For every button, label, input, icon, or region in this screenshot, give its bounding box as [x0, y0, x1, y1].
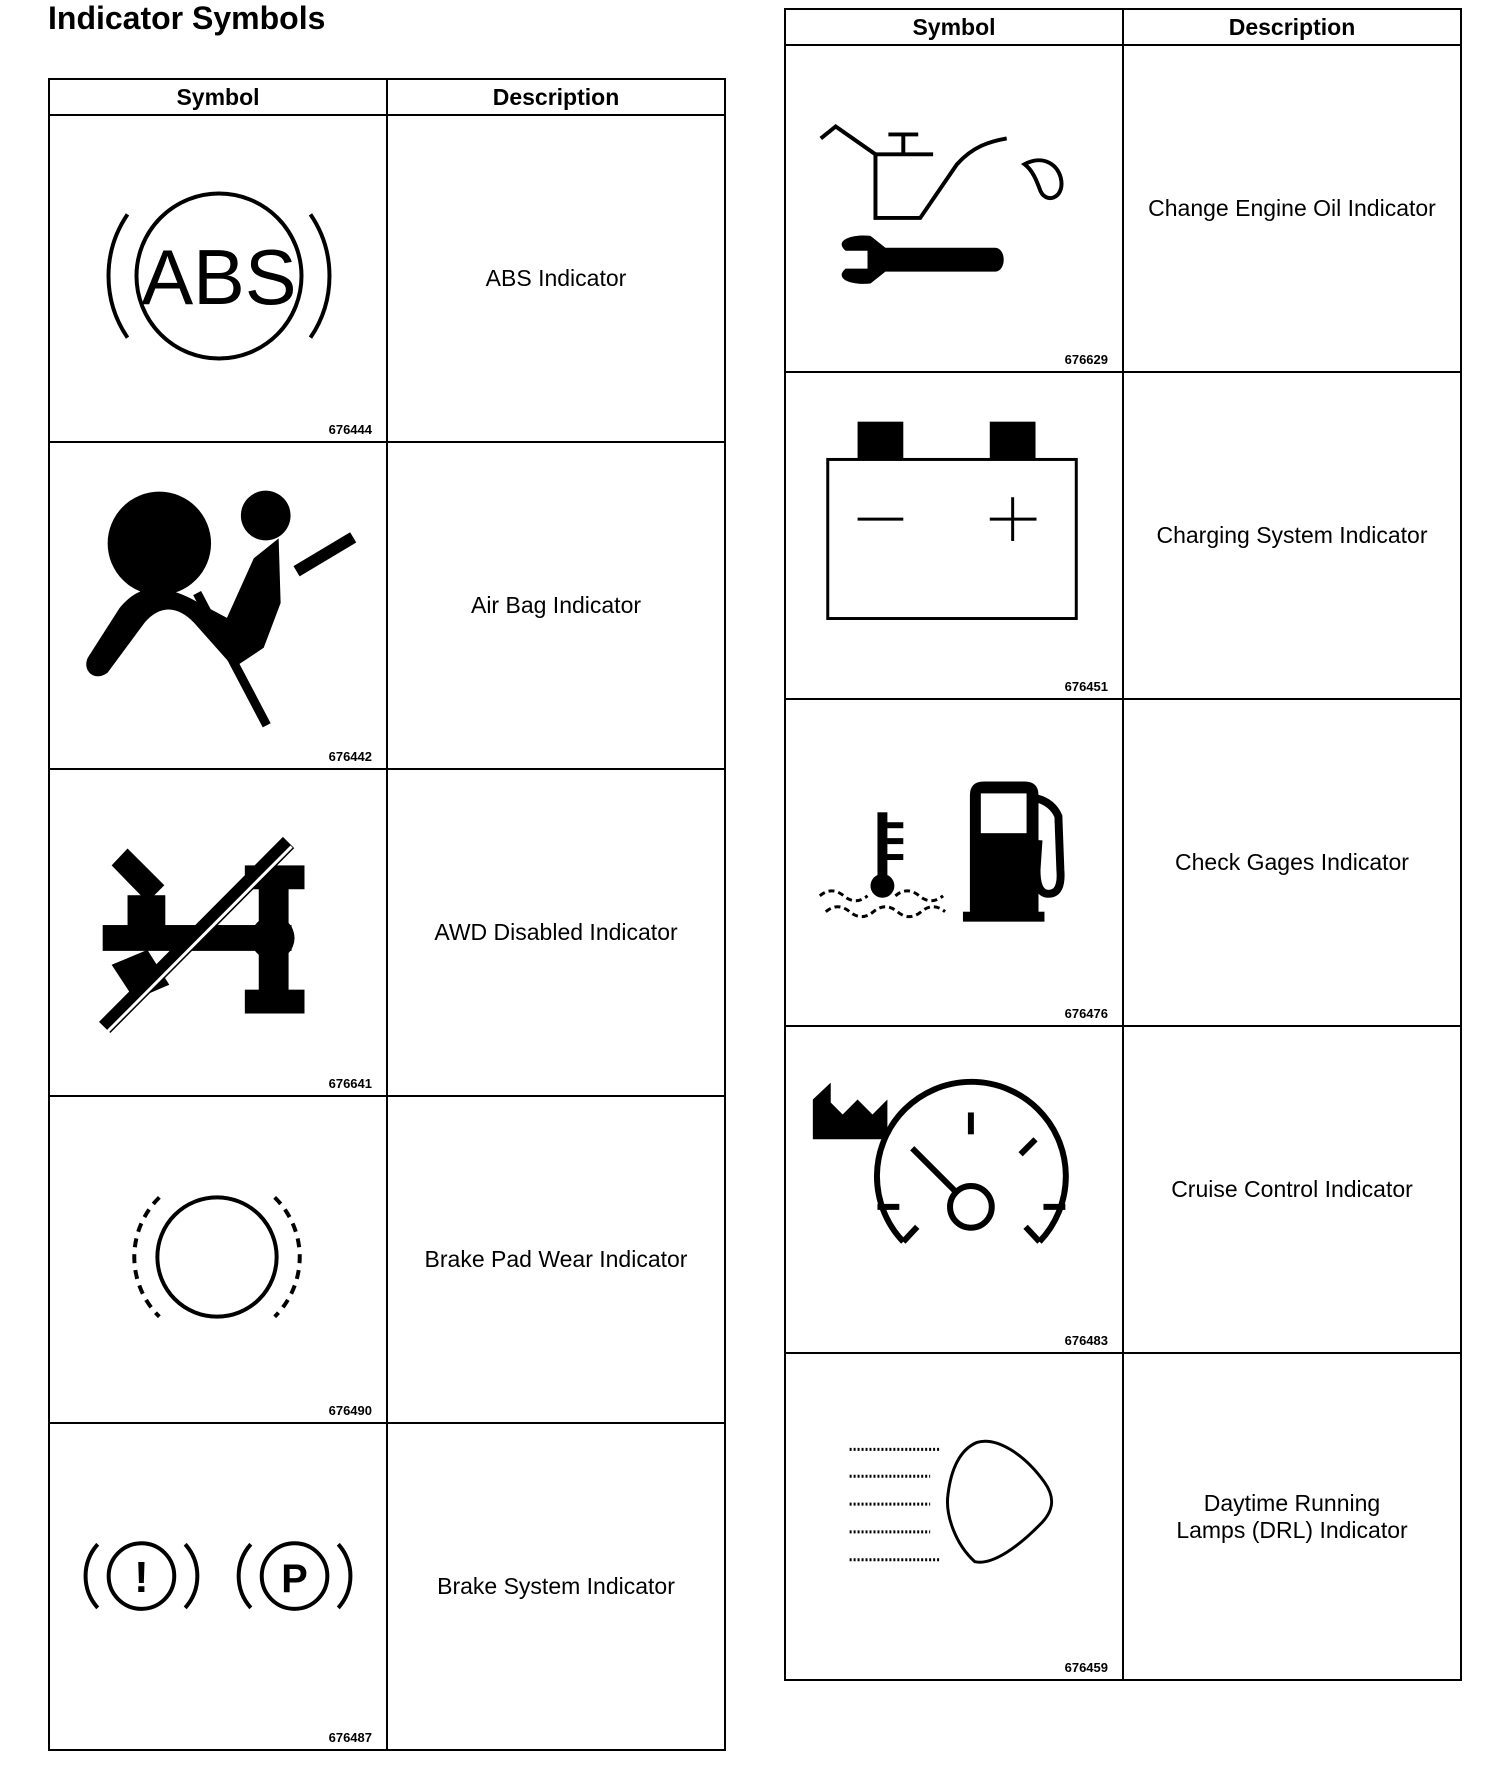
description-column-header: Description	[1123, 9, 1461, 45]
description-cell: Change Engine Oil Indicator	[1123, 45, 1461, 372]
table-row	[49, 442, 725, 769]
symbol-cell	[49, 769, 387, 1096]
image-code: 676451	[1064, 679, 1108, 694]
headlamp-icon	[786, 1354, 1122, 1679]
description-column-header: Description	[387, 79, 725, 115]
image-code: 676487	[328, 1730, 372, 1745]
table-row	[785, 1026, 1461, 1353]
image-code: 676629	[1064, 352, 1108, 367]
table-header-row	[785, 9, 1461, 45]
symbol-cell	[785, 699, 1123, 1026]
indicator-table-left	[48, 78, 726, 1751]
description-cell: Air Bag Indicator	[387, 442, 725, 769]
table-row	[49, 1096, 725, 1423]
battery-icon	[786, 373, 1122, 698]
table-row	[49, 769, 725, 1096]
symbol-column-header: Symbol	[49, 79, 387, 115]
oil-can-wrench-icon	[786, 46, 1122, 371]
symbol-cell	[49, 1423, 387, 1750]
image-code: 676444	[328, 422, 372, 437]
symbol-cell	[785, 1353, 1123, 1680]
description-cell: Brake Pad Wear Indicator	[387, 1096, 725, 1423]
brake-system-icon	[50, 1424, 386, 1749]
symbol-cell	[785, 372, 1123, 699]
table-row	[49, 1423, 725, 1750]
symbol-cell	[49, 115, 387, 442]
abs-icon-label: ABS	[141, 234, 297, 321]
speedometer-arrow-icon	[786, 1027, 1122, 1352]
table-row	[785, 45, 1461, 372]
symbol-column-header: Symbol	[785, 9, 1123, 45]
description-cell: Cruise Control Indicator	[1123, 1026, 1461, 1353]
page-title: Indicator Symbols	[48, 0, 326, 36]
image-code: 676459	[1064, 1660, 1108, 1675]
brake-pad-wear-icon	[50, 1097, 386, 1422]
image-code: 676483	[1064, 1333, 1108, 1348]
symbol-cell	[785, 45, 1123, 372]
image-code: 676442	[328, 749, 372, 764]
description-cell: Charging System Indicator	[1123, 372, 1461, 699]
coolant-fuel-icon	[786, 700, 1122, 1025]
table-row	[785, 372, 1461, 699]
symbol-cell	[785, 1026, 1123, 1353]
description-cell: ABS Indicator	[387, 115, 725, 442]
abs-icon	[50, 116, 386, 441]
description-cell: Brake System Indicator	[387, 1423, 725, 1750]
symbol-cell	[49, 442, 387, 769]
table-header-row	[49, 79, 725, 115]
description-cell: AWD Disabled Indicator	[387, 769, 725, 1096]
awd-disabled-icon	[50, 770, 386, 1095]
air-bag-icon	[50, 443, 386, 768]
image-code: 676476	[1064, 1006, 1108, 1021]
image-code: 676490	[328, 1403, 372, 1418]
description-cell: Check Gages Indicator	[1123, 699, 1461, 1026]
image-code: 676641	[328, 1076, 372, 1091]
table-row	[785, 1353, 1461, 1680]
exclamation-mark-label: !	[134, 1552, 149, 1602]
description-cell: Daytime Running Lamps (DRL) Indicator	[1123, 1353, 1461, 1680]
table-row	[49, 115, 725, 442]
parking-p-label: P	[281, 1556, 308, 1601]
symbol-cell	[49, 1096, 387, 1423]
indicator-table-right	[784, 8, 1462, 1681]
table-row	[785, 699, 1461, 1026]
